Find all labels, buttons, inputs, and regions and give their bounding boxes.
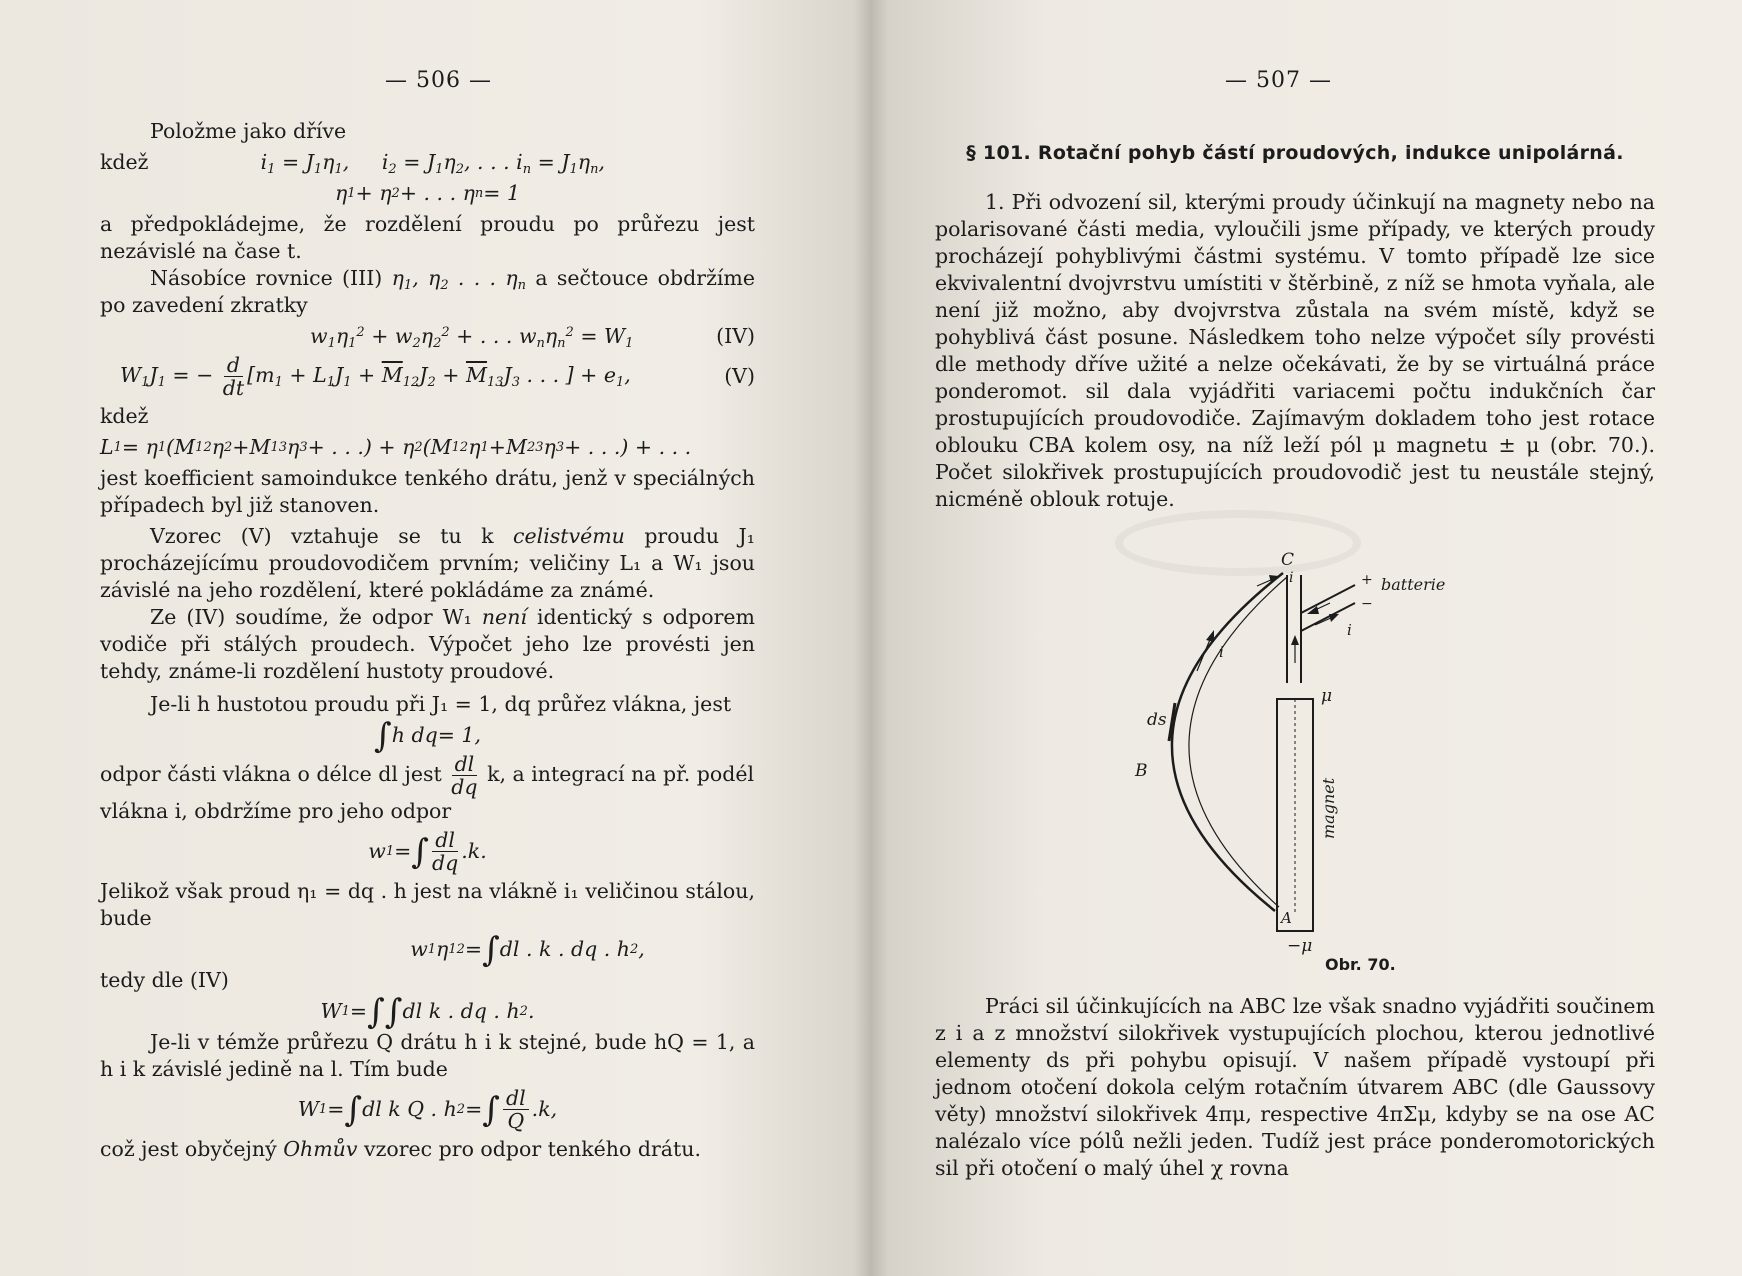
label-battery: batterie <box>1381 575 1446 594</box>
current-arrow <box>1197 637 1211 671</box>
paragraph: 1. Při odvození sil, kterými proudy účinkují na magnety nebo na polarisované části media, vyloučili jsme případy, ve kterých proudy procházejí pohyblivými částmi systému. V tomto případě lze sice ekvivalentní dvojvrstvu umístiti v štěrbině, z níž se hmota vyňala, ale není již možno, aby dvojvrstva zůstala na svém místě, když se pohyblivá část posune. Následkem toho nelze výpočet síly provésti dle methody dříve užité a nelze očekávati, že by se virtuálná práce ponderomot. sil dala vyjádřiti variacemi počtu indukčních čar prostupujících proudovodiče. Zajímavým dokladem toho jest rotace oblouku CBA kolem osy, na níž leží pól μ magnetu ± μ (obr. 70.). Počet silokřivek prostupujících proudovodič jest tu neustále stejný, nicméně oblouk rotuje. <box>935 190 1655 511</box>
paragraph: což jest obyčejný Ohmův vzorec pro odpor tenkého drátu. <box>100 1137 701 1161</box>
equation-IV: $w_1\eta_1^2 + w_2\eta_2^2$ + . . . $w_n\eta_n^2 = W_1$ (IV) <box>310 324 755 351</box>
page-number-left: — 506 — <box>385 68 492 93</box>
label-A: A <box>1281 909 1292 927</box>
battery-lead <box>1301 585 1355 613</box>
paragraph: Vzorec (V) vztahuje se tu k celistvému proudu J₁ procházejícímu proudovodičem prvním; veličiny L₁ a W₁ jsou závislé na jeho rozdělení, které pokládáme za známé. <box>100 524 755 602</box>
arrow-head <box>1291 635 1299 645</box>
paragraph: vlákna i, obdržíme pro jeho odpor <box>100 799 452 823</box>
label-minus-mu: −μ <box>1287 936 1313 956</box>
paragraph: jest koefficient samoindukce tenkého drátu, jenž v speciálných případech byl již stanoven. <box>100 466 755 517</box>
label-mu: μ <box>1321 686 1333 706</box>
paragraph: tedy dle (IV) <box>100 968 229 992</box>
paragraph: Položme jako dříve <box>150 119 347 143</box>
figure-caption: Obr. 70. <box>1325 955 1396 974</box>
right-page <box>870 0 1742 1276</box>
label-ds: ds <box>1147 710 1167 730</box>
left-column <box>100 118 755 1163</box>
equation-w1-eta: w 1 η 1 2 = ∫ dl . k . dq . h 2 , <box>410 929 645 970</box>
equation-eta-sum: η 1 + η 2 + . . . η n = 1 <box>334 181 521 205</box>
paragraph: Jelikož však proud η₁ = dq . h jest na vlákně i₁ veličinou stálou, bude <box>100 879 755 930</box>
section-heading: § 101. Rotační pohyb částí proudových, indukce unipolárná. <box>966 142 1624 164</box>
paragraph: Ze (IV) soudíme, že odpor W₁ není identický s odporem vodiče při stálých proudech. Výpočet jeho lze provésti jen tehdy, známe-li rozdělení hustoty proudové. <box>100 605 755 683</box>
equation-w1: w 1 = ∫ $\frac{dl}{dq}$ . k . <box>368 828 487 875</box>
label-plus: + <box>1361 572 1373 588</box>
label-C: C <box>1281 550 1295 570</box>
figure-diagram <box>935 513 1655 993</box>
paragraph: a předpokládejme, že rozdělení proudu po průřezu jest nezávislé na čase t. <box>100 212 755 263</box>
label-i: i <box>1289 570 1294 586</box>
equation-W1-double: W 1 = ∫∫ dl k . dq . h 2 . <box>320 991 535 1032</box>
paragraph: Je-li h hustotou proudu při J₁ = 1, dq průřez vlákna, jest <box>150 692 732 716</box>
paragraph: Práci sil účinkujících na ABC lze však snadno vyjádřiti součinem z i a z množství silokřivek vystupujících plochou, kterou jednotlivé elementy ds při pohybu opisují. V našem případě vystoupí při jednom otočení dokola celým rotačním útvarem ABC (dle Gaussovy věty) množství silokřivek 4πμ, respective 4πΣμ, kdyby se na ose AC nalézalo více pólů nežli jeden. Tudíž jest práce ponderomotorických sil při otočení o malý úhel χ rovna <box>935 994 1655 1180</box>
right-column <box>935 140 1655 1182</box>
label-i: i <box>1347 621 1352 639</box>
page-number-right: — 507 — <box>1225 68 1332 93</box>
paragraph: kdež <box>100 404 149 428</box>
paragraph: Násobíce rovnice (III) $\eta_1$, $\eta_2$ . . . $\eta_n$ a sečtouce obdržíme po zavedení zkratky <box>100 266 755 317</box>
left-page <box>0 0 860 1276</box>
paragraph: odpor části vlákna o délce dl jest $\frac{dl}{dq}$ k, a integrací na př. podél <box>100 752 755 799</box>
equation-L1: L 1 = η 1 ( M 12 η 2 + M 13 η 3 + . . .) + η 2 ( M 12 η 1 + M 23 η 3 + . . .) + . . . <box>100 435 692 459</box>
paragraph: Je-li v témže průřezu Q drátu h i k stejné, bude hQ = 1, a h i k závislé jedině na l. Tím bude <box>100 1030 755 1081</box>
equation-W1-final: W 1 = ∫ dl k Q . h 2 = ∫ $\frac{dl}{Q}$ . k , <box>297 1086 558 1133</box>
label-magnet: magnet <box>1319 777 1338 839</box>
figure-70 <box>935 513 1655 993</box>
equation-V: $W_1J_1$ = − $\frac{d}{dt}$ [$m_1 + L_1J_1 + \overline{M}_{12}J_2 + \overline{M}_{13}J_3$ . . . ] + $e_1$, (V) <box>120 353 755 400</box>
label-minus: − <box>1361 596 1373 612</box>
label-B: B <box>1135 761 1148 781</box>
equation-currents: kdež $i_1 = J_1\eta_1$, $i_2 = J_1\eta_2$, . . . $i_n = J_1\eta_n$, <box>100 150 605 177</box>
arrow-head <box>1206 630 1214 642</box>
equation-h-integral: ∫ h dq = 1, <box>374 715 481 756</box>
arrow-head <box>1329 614 1339 622</box>
label-i: i <box>1219 643 1224 661</box>
arc-inner <box>1189 577 1287 907</box>
